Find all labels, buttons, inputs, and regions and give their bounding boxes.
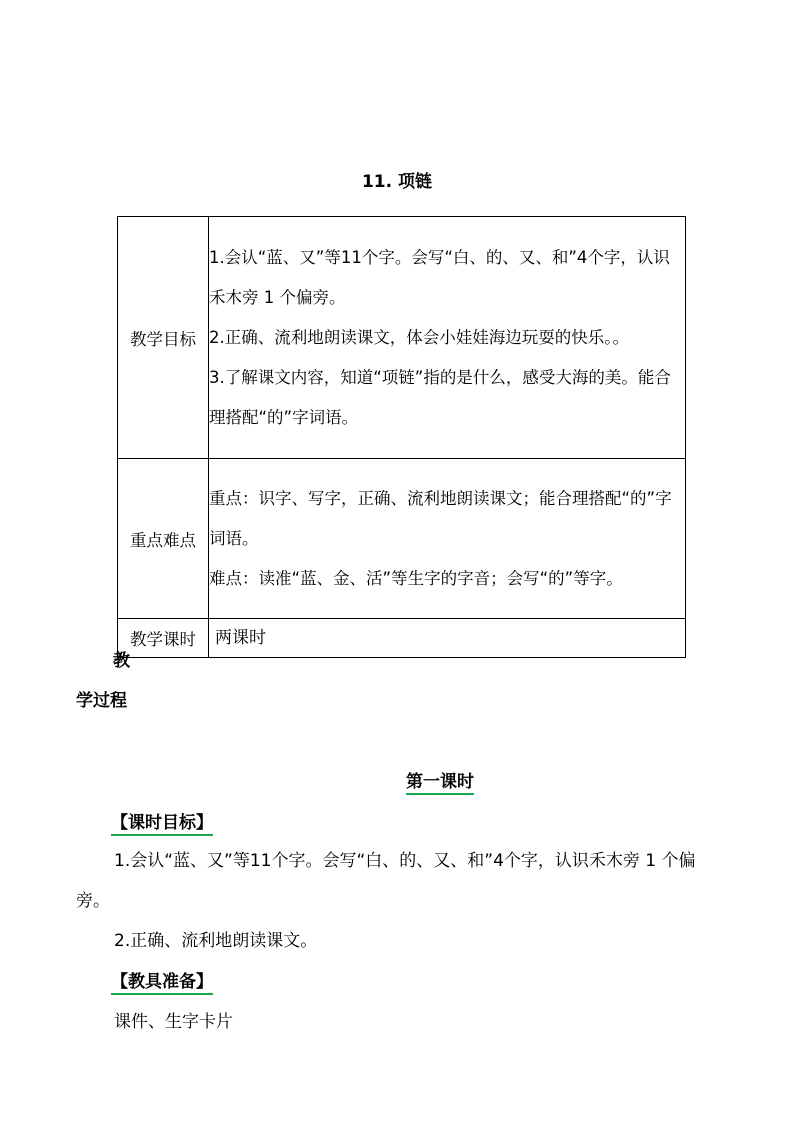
table-row-key-points (118, 459, 686, 619)
row-content-key-points (209, 459, 686, 619)
goal-item-2: 2.正确、流利地朗读课文。 (114, 931, 318, 951)
lesson-title: 第一课时 (406, 771, 474, 795)
goal-item-1: 1.会认“蓝、又”等11个字。会写“白、的、又、和”4个字，认识禾木旁 1 个偏旁。 (76, 851, 696, 911)
objective-line-3: 3.了解课文内容，知道“项链”指的是什么，感受大海的美。能合理搭配“的”字词语。 (209, 367, 671, 427)
difficulty-line: 难点：读准“蓝、金、活”等生字的字音；会写“的”等字。 (209, 568, 623, 588)
row-label-objectives: 教学目标 (118, 217, 209, 459)
row-label-periods: 教学课时 (118, 619, 209, 658)
process-label-part1: 教 (113, 651, 130, 671)
row-content-periods: 两课时 (209, 619, 686, 658)
objective-line-2: 2.正确、流利地朗读课文，体会小娃娃海边玩耍的快乐。。 (209, 327, 629, 347)
prep-text: 课件、生字卡片 (114, 1012, 233, 1032)
objective-line-1: 1.会认“蓝、又”等11个字。会写“白、的、又、和”4个字，认识禾木旁 1 个偏旁。 (209, 247, 670, 307)
table-row-periods (118, 619, 686, 658)
key-point-line: 重点：识字、写字，正确、流利地朗读课文；能合理搭配“的”字词语。 (209, 488, 672, 548)
page-title: 11. 项链 (361, 172, 433, 192)
prep-heading: 【教具准备】 (111, 971, 213, 995)
row-content-objectives (209, 217, 686, 459)
table-row-objectives (118, 217, 686, 459)
lesson-plan-table (117, 216, 686, 658)
goal-heading: 【课时目标】 (111, 812, 213, 836)
process-label-part2: 学过程 (76, 691, 127, 711)
row-label-key-points: 重点难点 (118, 459, 209, 619)
